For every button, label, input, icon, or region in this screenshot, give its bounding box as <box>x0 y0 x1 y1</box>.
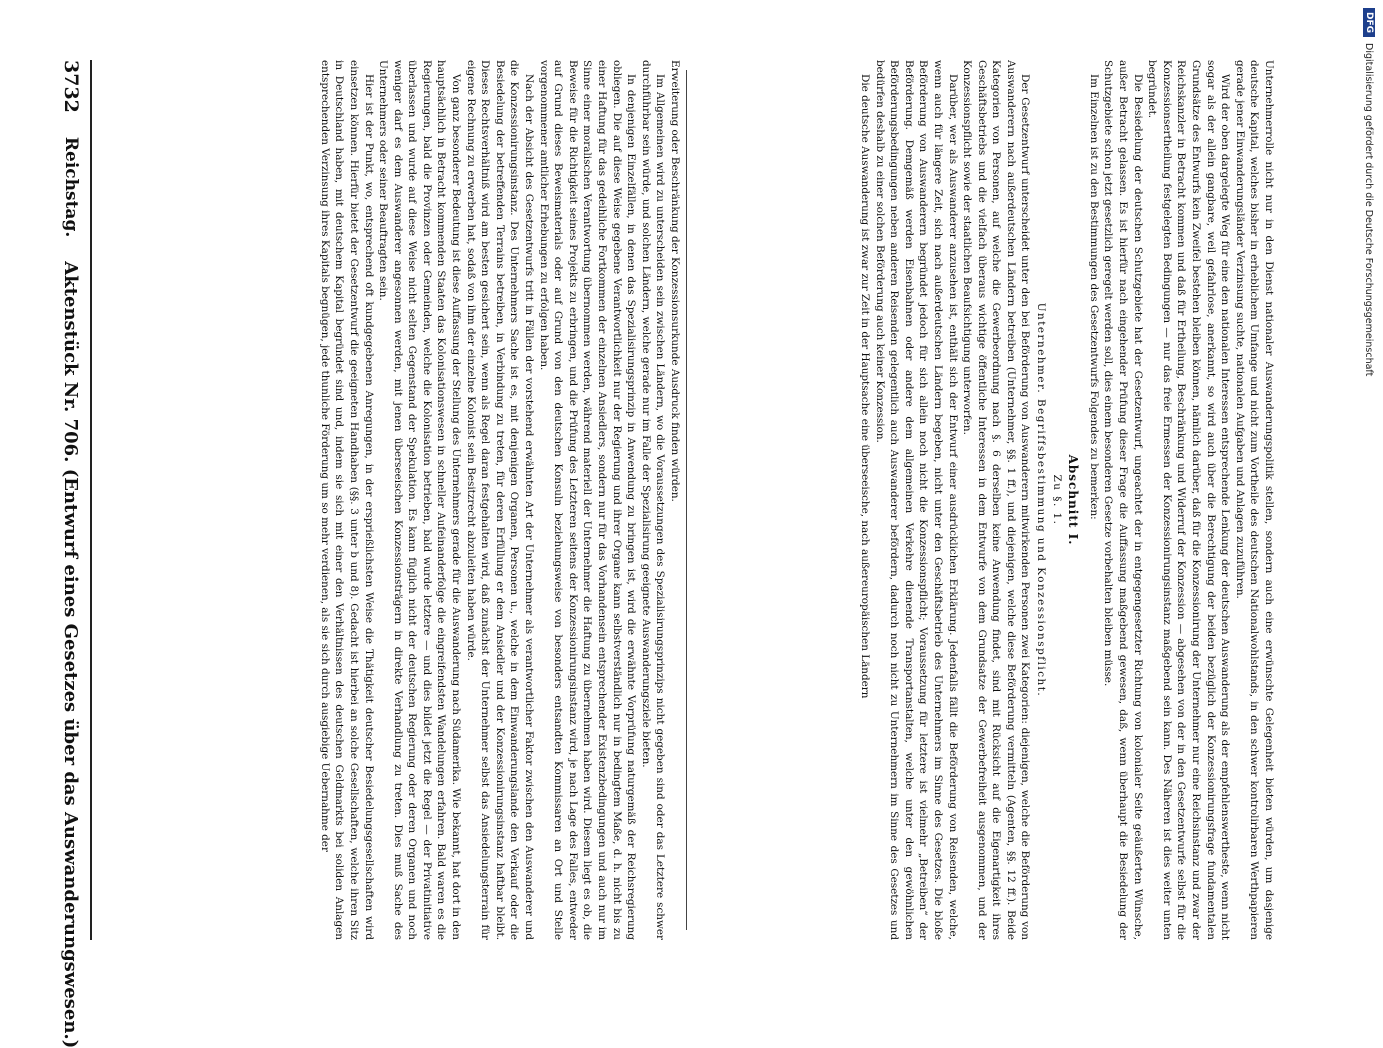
header-publication: Reichstag. <box>61 136 81 238</box>
paragraph: Erweiterung oder Beschränkung der Konzessionsurkunde Ausdruck finden würden. <box>669 60 681 502</box>
header-title: Aktenstück Nr. 706. (Entwurf eines Gesetzes über das Auswanderungswesen.) <box>60 261 82 1048</box>
paragraph: Wird der oben dargelegte Weg für eine den nationalen Interessen entsprechende Lenkung der deutschen Auswanderung als der empfehlenswertheste, wenn nicht sogar als der allein gangbare, weil gefahrlose, anerkannt, so wird auch über die Berechtigung der beiden bezüglich der Konzessionirungsfrage fundamentalen Grundsätze des Entwurfs kein Zweifel bestehen bleiben können, nämlich darüber, daß für die Konzessionirung der Unternehmer nur eine Reichsinstanz und zwar der Reichskanzler in Betracht kommen und daß für Ertheilung, Beschränkung und Widerruf der Konzession — abgesehen von der in den Gesetzentwurfe selbst für die Konzessionsertheilung festgelegten Bedingungen — nur das freie Ermessen der Konzessionirungsinstanz maßgebend sein kann. Des Näheren ist dies weiter unten begründet. <box>1146 60 1232 940</box>
paragraph: Im Allgemeinen wird zu unterscheiden sein zwischen Ländern, wo die Voraussetzungen des Spezialisirungsprinzips nicht gegeben sind oder das Letztere schwer durchführbar sein würde, und solchen Ländern, welche gerade nur im Falle der Spezialisirung geeignete Auswanderungsziele bieten. <box>639 60 667 940</box>
left-column-text <box>96 60 682 940</box>
page-number: 3732 <box>60 60 82 113</box>
paragraph: In denjenigen Einzelfällen, in denen das Spezialisirungsprinzip in Anwendung zu bringen ist, wird die erwähnte Vorprüfung naturgemäß der Reichsregierung obliegen. Die auf diese Weise gegebene Verantwortlichkeit nur der Regierung und ihrer Organe kann selbstverständlich nur in bedingtem Maße, d. h. nicht bis zu einer Haftung für das gedeihliche Fortkommen der einzelnen Ansiedlers, sondern nur für das Vorhandensein entsprechender Existenzbedingungen und auch nur im Sinne einer moralischen Verantwortung übernommen werden, während materiell der Unternehmer die Haftung zu übernehmen haben wird. Diesem liegt es ob, die Beweise für die Richtigkeit seines Projekts zu erbringen, und die Prüfung des Letzteren seitens der Konzessionirungsinstanz wird, je nach Lage des Falles, entweder auf Grund dieses Beweismaterials oder auf Grund von den deutschen Konsuln beziehungsweise von besonders entsandten Kommissaren an Ort und Stelle vorgenommener amtlicher Erhebungen zu erfolgen haben. <box>537 60 638 940</box>
section-subheading: Unternehmer. Begriffsbestimmung und Konzessionspflicht. <box>1035 302 1048 698</box>
paragraph: Darüber, wer als Auswanderer anzusehen ist, enthält sich der Entwurf einer ausdrücklichen Erklärung. Jedenfalls fällt die Beförderung von Reisenden, welche, wenn auch für längere Zeit, sich nach außerdeutschen Ländern begeben, nicht unter den Geschäftsbetrieb des Unternehmers im Sinne des Gesetzes. Die bloße Beförderung von Auswanderern begründet jedoch für sich allein noch nicht die Konzessionspflicht; Voraussetzung für letztere ist vielmehr „Betreiben“ der Beförderung. Demgemäß werden Eisenbahnen oder andere dem allgemeinen Verkehre dienende Transportanstalten, welche unter den gewöhnlichen Beförderungsbedingungen neben anderen Reisenden gelegentlich auch Auswanderer befördern, dadurch noch nicht zu Unternehmern im Sinne des Gesetzes und bedürfen deshalb zu einer solchen Beförderung auch keiner Konzession. <box>873 60 959 940</box>
digitization-note: Digitalisierung gefördert durch die Deutsche Forschungsgemeinschaft <box>1363 43 1375 377</box>
header-rule <box>90 60 92 940</box>
paragraph: Von ganz besonderer Bedeutung ist diese Auffassung der Stellung des Unternehmers gerade für die Auswanderung nach Südamerika. Wie bekannt, hat dort in den hauptsächlich in Betracht kommenden Staaten das Kolonisationswesen in schneller Aufeinanderfolge die eingreifendsten Wandelungen erfahren. Bald waren es die Regierungen, bald die Provinzen oder Gemeinden, welche die Kolonisation betrieben, bald wurde letztere — und dies bildet jetzt die Regel — der Privatinitiative überlassen und wurde auf diese Weise nicht selten Gegenstand der Spekulation. Es kann füglich nicht der deutschen Regierung oder deren Organen und noch weniger darf es dem Auswanderer angesonnen werden, mit jenen überseeischen Konzessionsträgern in direkte Verhandlung zu treten. Dies muß Sache des Unternehmers oder seiner Beauftragten sein. <box>377 60 463 940</box>
paragraph: Nach der Absicht des Gesetzentwurfs tritt in Fällen der vorstehend erwähnten Art der Unternehmer als verantwortlicher Faktor zwischen den Auswanderer und die Konzessionirungsinstanz. Des Unternehmers Sache ist es, mit denjenigen Organen, Personen u., welche in dem Einwanderungslande den Verkauf oder die Besiedelung der betreffenden Terrains betreiben, in Verbindung zu treten, für deren Erfüllung er dem Ansiedler und der Konzessionirungsinstanz haftbar bleibt. Dieses Rechtsverhältniß wird am besten gesichert sein, wenn als Regel daran festgehalten wird, daß zunächst der Unternehmer selbst das Ansiedelungsterrain für eigene Rechnung zu erwerben hat, sodaß von ihm der einzelne Kolonist sein Besitzrecht abzuleiten haben würde. <box>464 60 536 940</box>
paragraph: Die Besiedelung der deutschen Schutzgebiete hat der Gesetzentwurf, ungeachtet der in entgegengesetzter Richtung von kolonialer Seite geäußerten Wünsche, außer Betracht gelassen. Es ist hierfür nach eingehender Prüfung dieser Frage die Auffassung maßgebend gewesen, daß, wenn überhaupt die Besiedelung der Schutzgebiete schon jetzt gesetzlich geregelt werden soll, dies einem besonderen Gesetze vorbehalten bleiben müsse. <box>1102 60 1144 940</box>
running-header <box>56 60 86 1048</box>
left-column <box>96 60 682 940</box>
dfg-logo: DFG <box>1363 8 1375 37</box>
paragraph: Unternehmerrolle nicht nur in den Dienst nationaler Auswanderungspolitik stellen, sondern auch eine erwünschte Gelegenheit bieten würden, um dasjenige deutsche Kapital, welches bisher in erheblichem Umfange und nicht zum Vortheile des deutschen Nationalwohlstands, in den schwer kontrolirbaren Werthpapieren gerade jener Einwanderungsländer Verzinsung suchte, nationalen Aufgaben und Anlagen zuzuführen. <box>1233 60 1275 940</box>
right-column-text <box>690 60 1276 940</box>
paragraph: Der Gesetzentwurf unterscheidet unter den bei Beförderung von Auswanderern mitwirkenden Personen zwei Kategorien: diejenigen, welche die Beförderung von Auswanderern nach außerdeutschen Ländern betreiben (Unternehmer, §§. 1 ff.), und diejenigen, welche diese Beförderung vermitteln (Agenten, §§. 12 ff.). Beide Kategorien von Personen, auf welche die Gewerbeordnung nach §. 6 derselben keine Anwendung findet, sind mit Rücksicht auf die Eigenartigkeit ihres Geschäftsbetriebs und die vielfach überaus wichtige öffentliche Interessen in dem Entwurfe von dem Grundsatze der Gewerbefreiheit ausgenommen, und der Konzessionspflicht sowie der staatlichen Beaufsichtigung unterworfen. <box>961 60 1032 940</box>
column-divider <box>686 70 687 930</box>
section-heading: Abschnitt I. <box>1066 454 1081 546</box>
paragraph: Im Einzelnen ist zu den Bestimmungen des Gesetzentwurfs Folgendes zu bemerken: <box>1087 74 1100 520</box>
right-column <box>690 60 1276 940</box>
paragraph: Die deutsche Auswanderung ist zwar zur Zeit in der Hauptsache eine überseeische, nach außereuropäischen Ländern <box>858 74 871 699</box>
digitization-sidebar <box>1360 8 1378 688</box>
section-subheading: Zu §. 1. <box>1050 474 1063 526</box>
paragraph: Hier ist der Punkt, wo, entsprechend oft kundgegebenen Anregungen, in der ersprießlichsten Weise die Thätigkeit deutscher Besiedelungsgesellschaften wird einsetzen können. Hierfür bietet der Gesetzentwurf die geeigneten Handhaben (§§. 3 unter b und 8). Gedacht ist hierbei an solche Gesellschaften, welche ihren Sitz in Deutschland haben, mit deutschem Kapital begründet sind und, indem sie sich mit einer den Verhältnissen des deutschen Geldmarkts bei soliden Anlagen entsprechenden Verzinsung ihres Kapitals begnügen, jede thunliche Förderung um so mehr verdienen, als sie sich durch ausgiebige Uebernahme der <box>318 60 375 940</box>
